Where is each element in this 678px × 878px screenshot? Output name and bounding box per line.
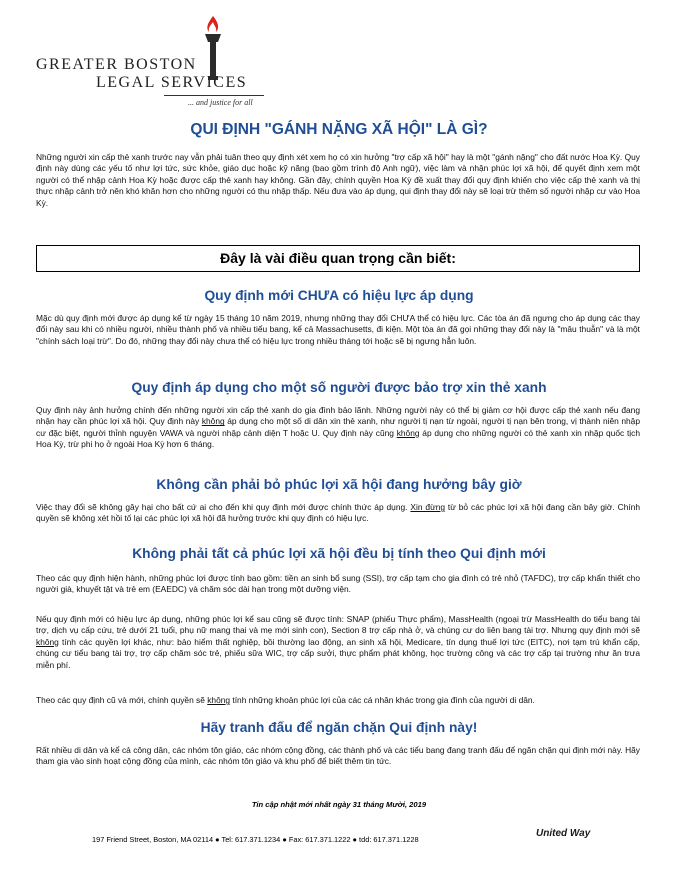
section-2-text-b: áp dụng cho một số di dân xin thẻ xanh, như người tị nạn từ ngoài, người tị nạn bên trong, vị thành niên nhập cư đặc biệt, người thỉnh nguyện VAWA và người nhập cảnh diện T hoặc U. Quy định này cũng (36, 416, 640, 438)
section-5-body: Rất nhiều di dân và kể cả công dân, các nhóm tôn giáo, các nhóm cộng đồng, các thành phố và các tiểu bang đang tranh đấu để ngăn chặn qui định mới này. Hãy tham gia vào sinh hoạt cộng đồng của mình, các nhóm tôn giáo và khu phố để biết thêm tin tức. (36, 745, 640, 767)
section-4-para-2 (36, 614, 640, 671)
org-name-line1: GREATER BOSTON (36, 56, 197, 73)
section-4-heading: Không phải tất cả phúc lợi xã hội đều bị tính theo Qui định mới (132, 546, 546, 561)
section-3-heading: Không cần phải bỏ phúc lợi xã hội đang hưởng bây giờ (156, 477, 522, 492)
contact-address: 197 Friend Street, Boston, MA 02114 ● Tel: 617.371.1234 ● Fax: 617.371.1222 ● tdd: 617.371.1228 (92, 835, 419, 844)
united-way-logo-text: United Way (536, 828, 591, 839)
gbls-logo (36, 14, 276, 106)
org-tagline: ... and justice for all (188, 98, 253, 107)
section-4-text-a: Nếu quy định mới có hiệu lực áp dụng, những phúc lợi kể sau cũng sẽ được tính: SNAP (phiếu Thực phẩm), MassHealth (ngoại trừ MassHealth do tiểu bang tài trợ, dịch vụ cấp cứu, trẻ dưới 21 tuổi, phụ nữ mang thai và mẹ mới sinh con), Section 8 trợ cấp nhà ở, và chúng cư do liên bang tài trợ. Nhưng quy định mới sẽ (36, 614, 640, 636)
section-3-emphasis: Xin đừng (410, 502, 446, 512)
section-4-text-d: tính những khoản phúc lợi của các cá nhân khác trong gia đình của người di dân. (230, 695, 535, 705)
page-title: QUI ĐỊNH "GÁNH NẶNG XÃ HỘI" LÀ GÌ? (190, 121, 488, 138)
key-points-box (36, 245, 640, 272)
intro-paragraph: Những người xin cấp thẻ xanh trước nay vẫn phải tuân theo quy định xét xem họ có xin hưởng "trợ cấp xã hội" hay là một "gánh nặng" cho đất nước Hoa Kỳ. Quy định này dùng các yếu tố như lợi tức, sức khỏe, giáo dục hoặc kỹ năng (bao gồm trình độ Anh ngữ), việc làm và nhận phúc lợi xã hội, để quyết định xem một người có thể nhập cảnh Hoa Kỳ hoặc được cấp thẻ xanh hay không. Gần đây, chính quyền Hoa Kỳ đề xuất thay đổi quy định khiến cho việc cấp thẻ xanh và thị thực nhập cảnh trở nên khó khăn hơn cho những người có thu nhập thấp. Nếu đưa vào áp dụng, qui định thay đổi này sẽ loại trừ thêm số người nhập cư vào Hoa Kỳ. (36, 152, 640, 208)
section-4-text-c: Theo các quy định cũ và mới, chính quyền sẽ (36, 695, 208, 705)
section-4-emphasis-2: không (207, 695, 231, 705)
section-3-text-b: từ bỏ các phúc lợi xã hội đang cần bây giờ. Chính quyền sẽ không xét hồi tố lại các phúc lợi xã hội đã hưởng trước khi quy định có hiệu lực. (36, 502, 640, 524)
section-4-text-b: tính các quyền lợi khác, như: bảo hiểm thất nghiệp, bồi thường lao động, an sinh xã hội, Medicare, tín dụng thuế lợi tức (EITC), nơi tạm trú khẩn cấp, chúng cư tiểu bang tài trợ, trợ cấp chăm sóc trẻ, phiếu sữa WIC, trợ cấp sưởi, thực phẩm phát không, học trường công và các trợ cấp tại trường như ăn trưa miễn phí. (36, 636, 640, 670)
section-4-emphasis: không (36, 636, 59, 647)
united-way-logo (536, 826, 606, 846)
section-2-emphasis-2: không (396, 427, 420, 438)
last-updated-note: Tin cập nhật mới nhất ngày 31 tháng Mười, 2019 (251, 800, 427, 809)
section-4-para-3 (36, 695, 640, 706)
section-3-text-a: Việc thay đổi sẽ không gây hại cho bất cứ ai cho đến khi quy định mới được chính thức áp dụng. (36, 502, 411, 512)
key-points-heading: Đây là vài điều quan trọng cần biết: (220, 250, 456, 266)
section-1-body: Mặc dù quy định mới được áp dụng kể từ ngày 15 tháng 10 năm 2019, nhưng những thay đổi CHƯA thể có hiệu lực. Các tòa án đã ngưng cho áp dụng các thay đổi này sau khi có nhiều người, nhiều thành phố và nhiều tiểu bang, kể cả Massachusetts, đi kiện. Một tòa án đã gọi những thay đổi này là "mâu thuẫn" và là một "chính sách loại trừ". Do đó, những thay đổi này chưa thể có hiệu lực trong nhiều tháng tới hoặc sẽ bị ngưng hẳn luôn. (36, 313, 640, 346)
section-2-text-a: Quy định này ảnh hưởng chính đến những người xin cấp thẻ xanh do gia đình bảo lãnh. Những người này có thể bị giảm cơ hội được cấp thẻ xanh nếu đang nhận hay cần phúc lợi xã hội. Quy định này (36, 405, 640, 427)
section-2-heading: Quy định áp dụng cho một số người được bảo trợ xin thẻ xanh (131, 380, 547, 395)
section-2-body (36, 405, 640, 451)
section-5-heading: Hãy tranh đấu để ngăn chặn Qui định này! (200, 720, 478, 735)
section-3-body (36, 502, 640, 525)
section-4-para-1: Theo các quy định hiện hành, những phúc lợi được tính bao gồm: tiền an sinh bổ sung (SSI), trợ cấp tạm cho gia đình có trẻ nhỏ (TAFDC), trợ cấp khẩn thiết cho người già, khuyết tật và trẻ em (EAEDC) và chăm sóc dài hạn trong một dưỡng viện. (36, 573, 640, 595)
section-2-text-c: áp dụng cho những người có thẻ xanh xin nhập quốc tịch Hoa Kỳ, trừ phi họ ở ngoài Hoa Kỳ hơn 6 tháng. (36, 427, 640, 450)
org-name-line2: LEGAL SERVICES (96, 74, 248, 91)
section-1-heading: Quy định mới CHƯA có hiệu lực áp dụng (204, 288, 474, 303)
logo-divider (164, 95, 264, 96)
section-2-emphasis: không (201, 416, 225, 427)
